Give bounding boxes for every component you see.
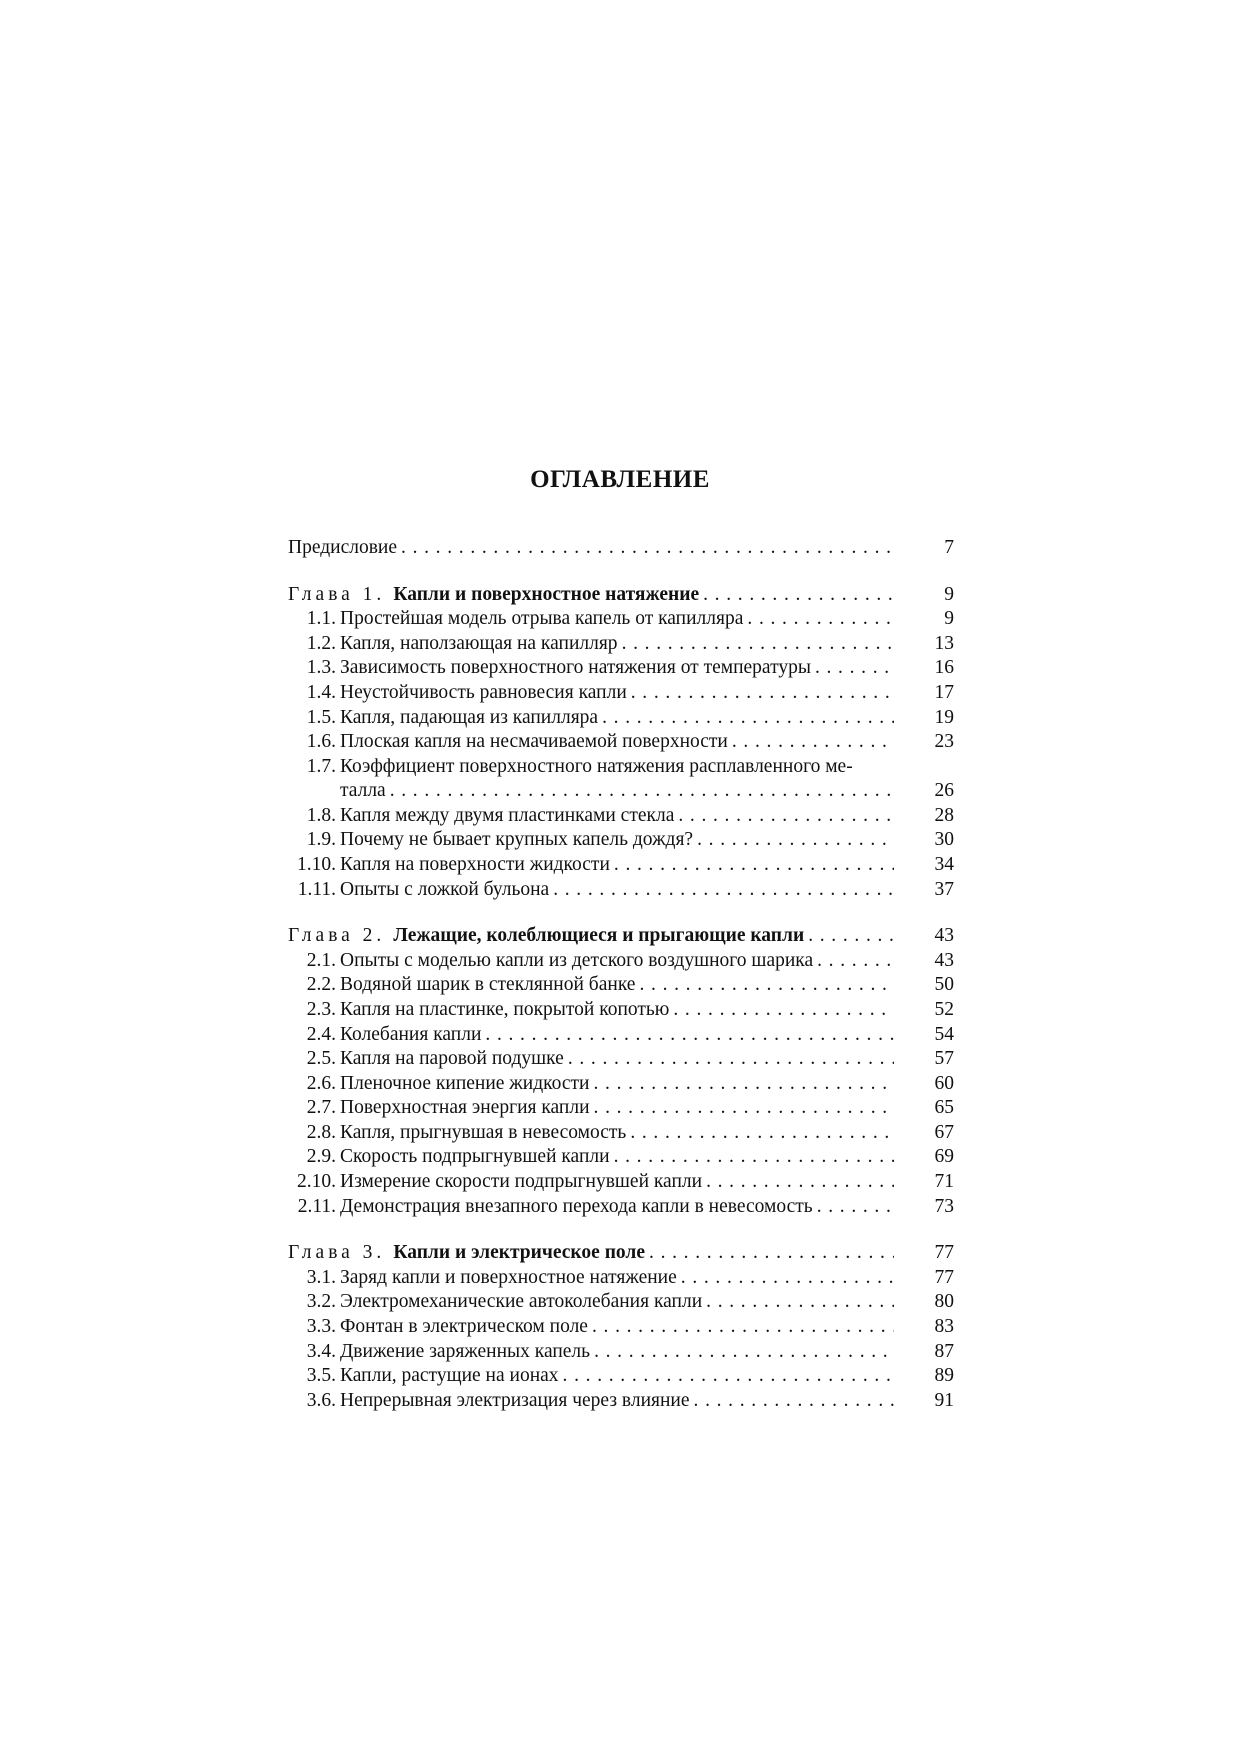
toc-section-text (288, 804, 898, 829)
section-number: 2.2. (306, 974, 336, 996)
toc-section-1-9[interactable] (288, 828, 954, 853)
toc-section-2-8[interactable] (288, 1121, 954, 1146)
dot-leader (649, 1241, 894, 1266)
toc-section-2-2[interactable] (288, 973, 954, 998)
toc-section-text (288, 998, 898, 1023)
toc-page-number: 28 (934, 804, 954, 826)
toc-page-number: 54 (934, 1023, 954, 1045)
section-number: 1.7. (306, 755, 336, 777)
toc-page-number: 43 (934, 949, 954, 971)
chapter-title: Капли и электрическое поле (393, 1242, 646, 1264)
toc-page-number: 52 (934, 998, 954, 1020)
toc-section-text (288, 1315, 898, 1340)
toc-section-1-11[interactable] (288, 878, 954, 903)
chapter-prefix: Глава 2. (288, 925, 386, 947)
toc-chapter-3[interactable] (288, 1241, 954, 1266)
section-number: 2.8. (306, 1121, 336, 1143)
section-number: 2.7. (306, 1097, 336, 1119)
section-title-continued: талла (340, 780, 386, 802)
toc-entry-label: Предисловие (288, 537, 398, 558)
toc-section-2-3[interactable] (288, 998, 954, 1023)
section-title: Капля на паровой подушке (340, 1048, 564, 1070)
toc-section-text (288, 1364, 898, 1389)
section-number: 3.2. (306, 1291, 336, 1313)
section-number: 1.6. (306, 731, 336, 753)
toc-page-number: 23 (934, 731, 954, 753)
section-title: Движение заряженных капель (340, 1340, 591, 1362)
dot-leader (817, 949, 894, 974)
toc-section-1-1[interactable] (288, 607, 954, 632)
toc-section-1-5[interactable] (288, 706, 954, 731)
toc-section-3-3[interactable] (288, 1315, 954, 1340)
section-title: Плоская капля на несмачиваемой поверхности (340, 731, 728, 753)
section-title: Коэффициент поверхностного натяжения расплавленного ме- (340, 755, 853, 777)
dot-leader (568, 1047, 894, 1072)
section-number: 1.4. (306, 681, 336, 703)
toc-section-1-3[interactable] (288, 656, 954, 681)
toc-chapter-text (288, 924, 898, 949)
toc-section-1-10[interactable] (288, 853, 954, 878)
toc-section-text (288, 706, 898, 731)
dot-leader (602, 706, 894, 731)
toc-section-text (288, 1389, 898, 1414)
table-of-contents (288, 536, 954, 1413)
chapter-title: Лежащие, колеблющиеся и прыгающие капли (393, 925, 805, 947)
dot-leader (614, 853, 894, 878)
dot-leader (678, 804, 894, 829)
section-title: Непрерывная электризация через влияние (340, 1389, 690, 1411)
toc-entry-preface[interactable] (288, 536, 954, 561)
toc-page-number: 77 (934, 1242, 954, 1264)
section-title: Простейшая модель отрыва капель от капилляра (340, 608, 744, 630)
section-title: Водяной шарик в стеклянной банке (340, 974, 636, 996)
dot-leader (622, 632, 894, 657)
toc-page-number: 73 (934, 1195, 954, 1217)
toc-section-text (288, 632, 898, 657)
section-number: 2.11. (297, 1195, 336, 1217)
dot-leader (614, 1145, 894, 1170)
toc-page-number: 83 (934, 1316, 954, 1338)
dot-leader (563, 1364, 894, 1389)
toc-section-text (288, 973, 898, 998)
section-number: 2.5. (306, 1048, 336, 1070)
chapter-prefix: Глава 1. (288, 583, 386, 605)
toc-section-1-2[interactable] (288, 632, 954, 657)
dot-leader (703, 583, 894, 608)
toc-section-text (288, 607, 898, 632)
dot-leader (694, 1389, 894, 1414)
toc-section-text (288, 730, 898, 755)
toc-page-number: 69 (934, 1146, 954, 1168)
toc-page-number: 7 (944, 537, 954, 558)
dot-leader (706, 1170, 894, 1195)
toc-page-number: 17 (934, 681, 954, 703)
section-number: 1.1. (306, 608, 336, 630)
toc-page-number: 34 (934, 853, 954, 875)
toc-page-number: 30 (934, 829, 954, 851)
toc-section-line1 (288, 755, 898, 780)
section-title: Капля между двумя пластинками стекла (340, 804, 675, 826)
section-title: Капля, наползающая на капилляр (340, 632, 618, 654)
chapter-title: Капли и поверхностное натяжение (393, 583, 700, 605)
toc-page-number: 16 (934, 657, 954, 679)
dot-leader (681, 1266, 894, 1291)
dot-leader (747, 607, 894, 632)
toc-page-number: 50 (934, 974, 954, 996)
dot-leader (639, 973, 894, 998)
dot-leader (631, 681, 894, 706)
toc-section-text (288, 1096, 898, 1121)
section-number: 3.4. (306, 1340, 336, 1362)
section-title: Капли, растущие на ионах (340, 1365, 559, 1387)
toc-section-text (288, 1023, 898, 1048)
toc-section-2-5[interactable] (288, 1047, 954, 1072)
section-number: 1.8. (306, 804, 336, 826)
toc-section-2-9[interactable] (288, 1145, 954, 1170)
section-number: 1.5. (306, 706, 336, 728)
section-title: Капля, падающая из капилляра (340, 706, 599, 728)
section-number: 2.1. (306, 949, 336, 971)
toc-chapter-text (288, 583, 898, 608)
dot-leader (697, 828, 894, 853)
toc-section-1-4[interactable] (288, 681, 954, 706)
toc-section-line2 (340, 779, 898, 804)
dot-leader (594, 1096, 894, 1121)
dot-leader (485, 1023, 894, 1048)
section-number: 2.10. (297, 1171, 336, 1193)
toc-section-text (288, 949, 898, 974)
section-title: Демонстрация внезапного перехода капли в невесомость (340, 1195, 813, 1217)
toc-chapter-text (288, 1241, 898, 1266)
toc-section-text (288, 1072, 898, 1097)
dot-leader (732, 730, 894, 755)
section-title: Неустойчивость равновесия капли (340, 681, 627, 703)
toc-section-2-6[interactable] (288, 1072, 954, 1097)
dot-leader (592, 1315, 894, 1340)
toc-page-number: 89 (934, 1365, 954, 1387)
toc-section-3-4[interactable] (288, 1340, 954, 1365)
section-title: Фонтан в электрическом поле (340, 1316, 588, 1338)
section-title: Скорость подпрыгнувшей капли (340, 1146, 610, 1168)
section-title: Измерение скорости подпрыгнувшей капли (340, 1171, 703, 1193)
section-title: Колебания капли (340, 1023, 482, 1045)
section-number: 3.6. (306, 1389, 336, 1411)
section-number: 1.11. (297, 878, 336, 900)
dot-leader (808, 924, 894, 949)
dot-leader (630, 1121, 894, 1146)
section-number: 1.3. (306, 657, 336, 679)
dot-leader (815, 656, 894, 681)
toc-section-text (288, 1290, 898, 1315)
toc-section-text (288, 1340, 898, 1365)
toc-page-number: 19 (934, 706, 954, 728)
section-title: Капля на поверхности жидкости (340, 853, 610, 875)
section-title: Опыты с моделью капли из детского воздушного шарика (340, 949, 814, 971)
page-title: ОГЛАВЛЕНИЕ (530, 466, 710, 493)
section-number: 3.1. (306, 1266, 336, 1288)
dot-leader (817, 1195, 894, 1220)
toc-page-number: 9 (944, 608, 954, 630)
dot-leader (401, 536, 894, 561)
toc-section-3-5[interactable] (288, 1364, 954, 1389)
dot-leader (594, 1340, 894, 1365)
toc-page-number: 57 (934, 1048, 954, 1070)
toc-section-text (288, 1266, 898, 1291)
section-number: 2.3. (306, 998, 336, 1020)
toc-chapter-1[interactable] (288, 583, 954, 608)
toc-page-number: 60 (934, 1072, 954, 1094)
section-number: 3.3. (306, 1316, 336, 1338)
toc-page-number: 67 (934, 1121, 954, 1143)
toc-page-number: 37 (934, 878, 954, 900)
toc-page-number: 80 (934, 1291, 954, 1313)
toc-section-3-1[interactable] (288, 1266, 954, 1291)
toc-section-1-8[interactable] (288, 804, 954, 829)
toc-section-1-6[interactable] (288, 730, 954, 755)
section-number: 2.6. (306, 1072, 336, 1094)
section-title: Капля на пластинке, покрытой копотью (340, 998, 670, 1020)
section-number: 1.9. (306, 829, 336, 851)
toc-section-2-7[interactable] (288, 1096, 954, 1121)
toc-section-text (288, 681, 898, 706)
toc-section-text (288, 1170, 898, 1195)
toc-page-number: 87 (934, 1340, 954, 1362)
toc-page-number: 77 (934, 1266, 954, 1288)
dot-leader (673, 998, 894, 1023)
section-number: 2.4. (306, 1023, 336, 1045)
toc-section-3-6[interactable] (288, 1389, 954, 1414)
section-title: Поверхностная энергия капли (340, 1097, 590, 1119)
section-number: 1.10. (297, 853, 336, 875)
dot-leader (390, 779, 894, 804)
toc-page-number: 91 (934, 1389, 954, 1411)
toc-section-3-2[interactable] (288, 1290, 954, 1315)
section-number: 1.2. (306, 632, 336, 654)
toc-section-text (288, 853, 898, 878)
toc-section-2-11[interactable] (288, 1195, 954, 1220)
section-title: Зависимость поверхностного натяжения от температуры (340, 657, 811, 679)
toc-page-number: 9 (944, 583, 954, 605)
toc-page-number: 71 (934, 1171, 954, 1193)
chapters-list (288, 561, 954, 1414)
toc-page-number: 65 (934, 1097, 954, 1119)
section-title: Почему не бывает крупных капель дождя? (340, 829, 694, 851)
section-title: Заряд капли и поверхностное натяжение (340, 1266, 677, 1288)
section-title: Электромеханические автоколебания капли (340, 1291, 703, 1313)
section-title: Капля, прыгнувшая в невесомость (340, 1121, 627, 1143)
toc-page-number: 13 (934, 632, 954, 654)
toc-section-2-1[interactable] (288, 949, 954, 974)
dot-leader (593, 1072, 894, 1097)
toc-section-text (288, 1047, 898, 1072)
toc-section-text (288, 1121, 898, 1146)
toc-chapter-2[interactable] (288, 924, 954, 949)
toc-section-text (288, 878, 898, 903)
toc-section-text (288, 1195, 898, 1220)
section-title: Опыты с ложкой бульона (340, 878, 550, 900)
toc-section-text (288, 828, 898, 853)
toc-page-number: 26 (934, 780, 954, 802)
toc-page-number: 43 (934, 925, 954, 947)
dot-leader (706, 1290, 894, 1315)
toc-section-2-4[interactable] (288, 1023, 954, 1048)
section-number: 3.5. (306, 1365, 336, 1387)
section-number: 2.9. (306, 1146, 336, 1168)
chapter-prefix: Глава 3. (288, 1242, 386, 1264)
toc-section-1-7[interactable] (288, 755, 954, 804)
toc-section-text (288, 1145, 898, 1170)
toc-section-2-10[interactable] (288, 1170, 954, 1195)
section-title: Пленочное кипение жидкости (340, 1072, 590, 1094)
dot-leader (553, 878, 894, 903)
toc-section-text (288, 656, 898, 681)
